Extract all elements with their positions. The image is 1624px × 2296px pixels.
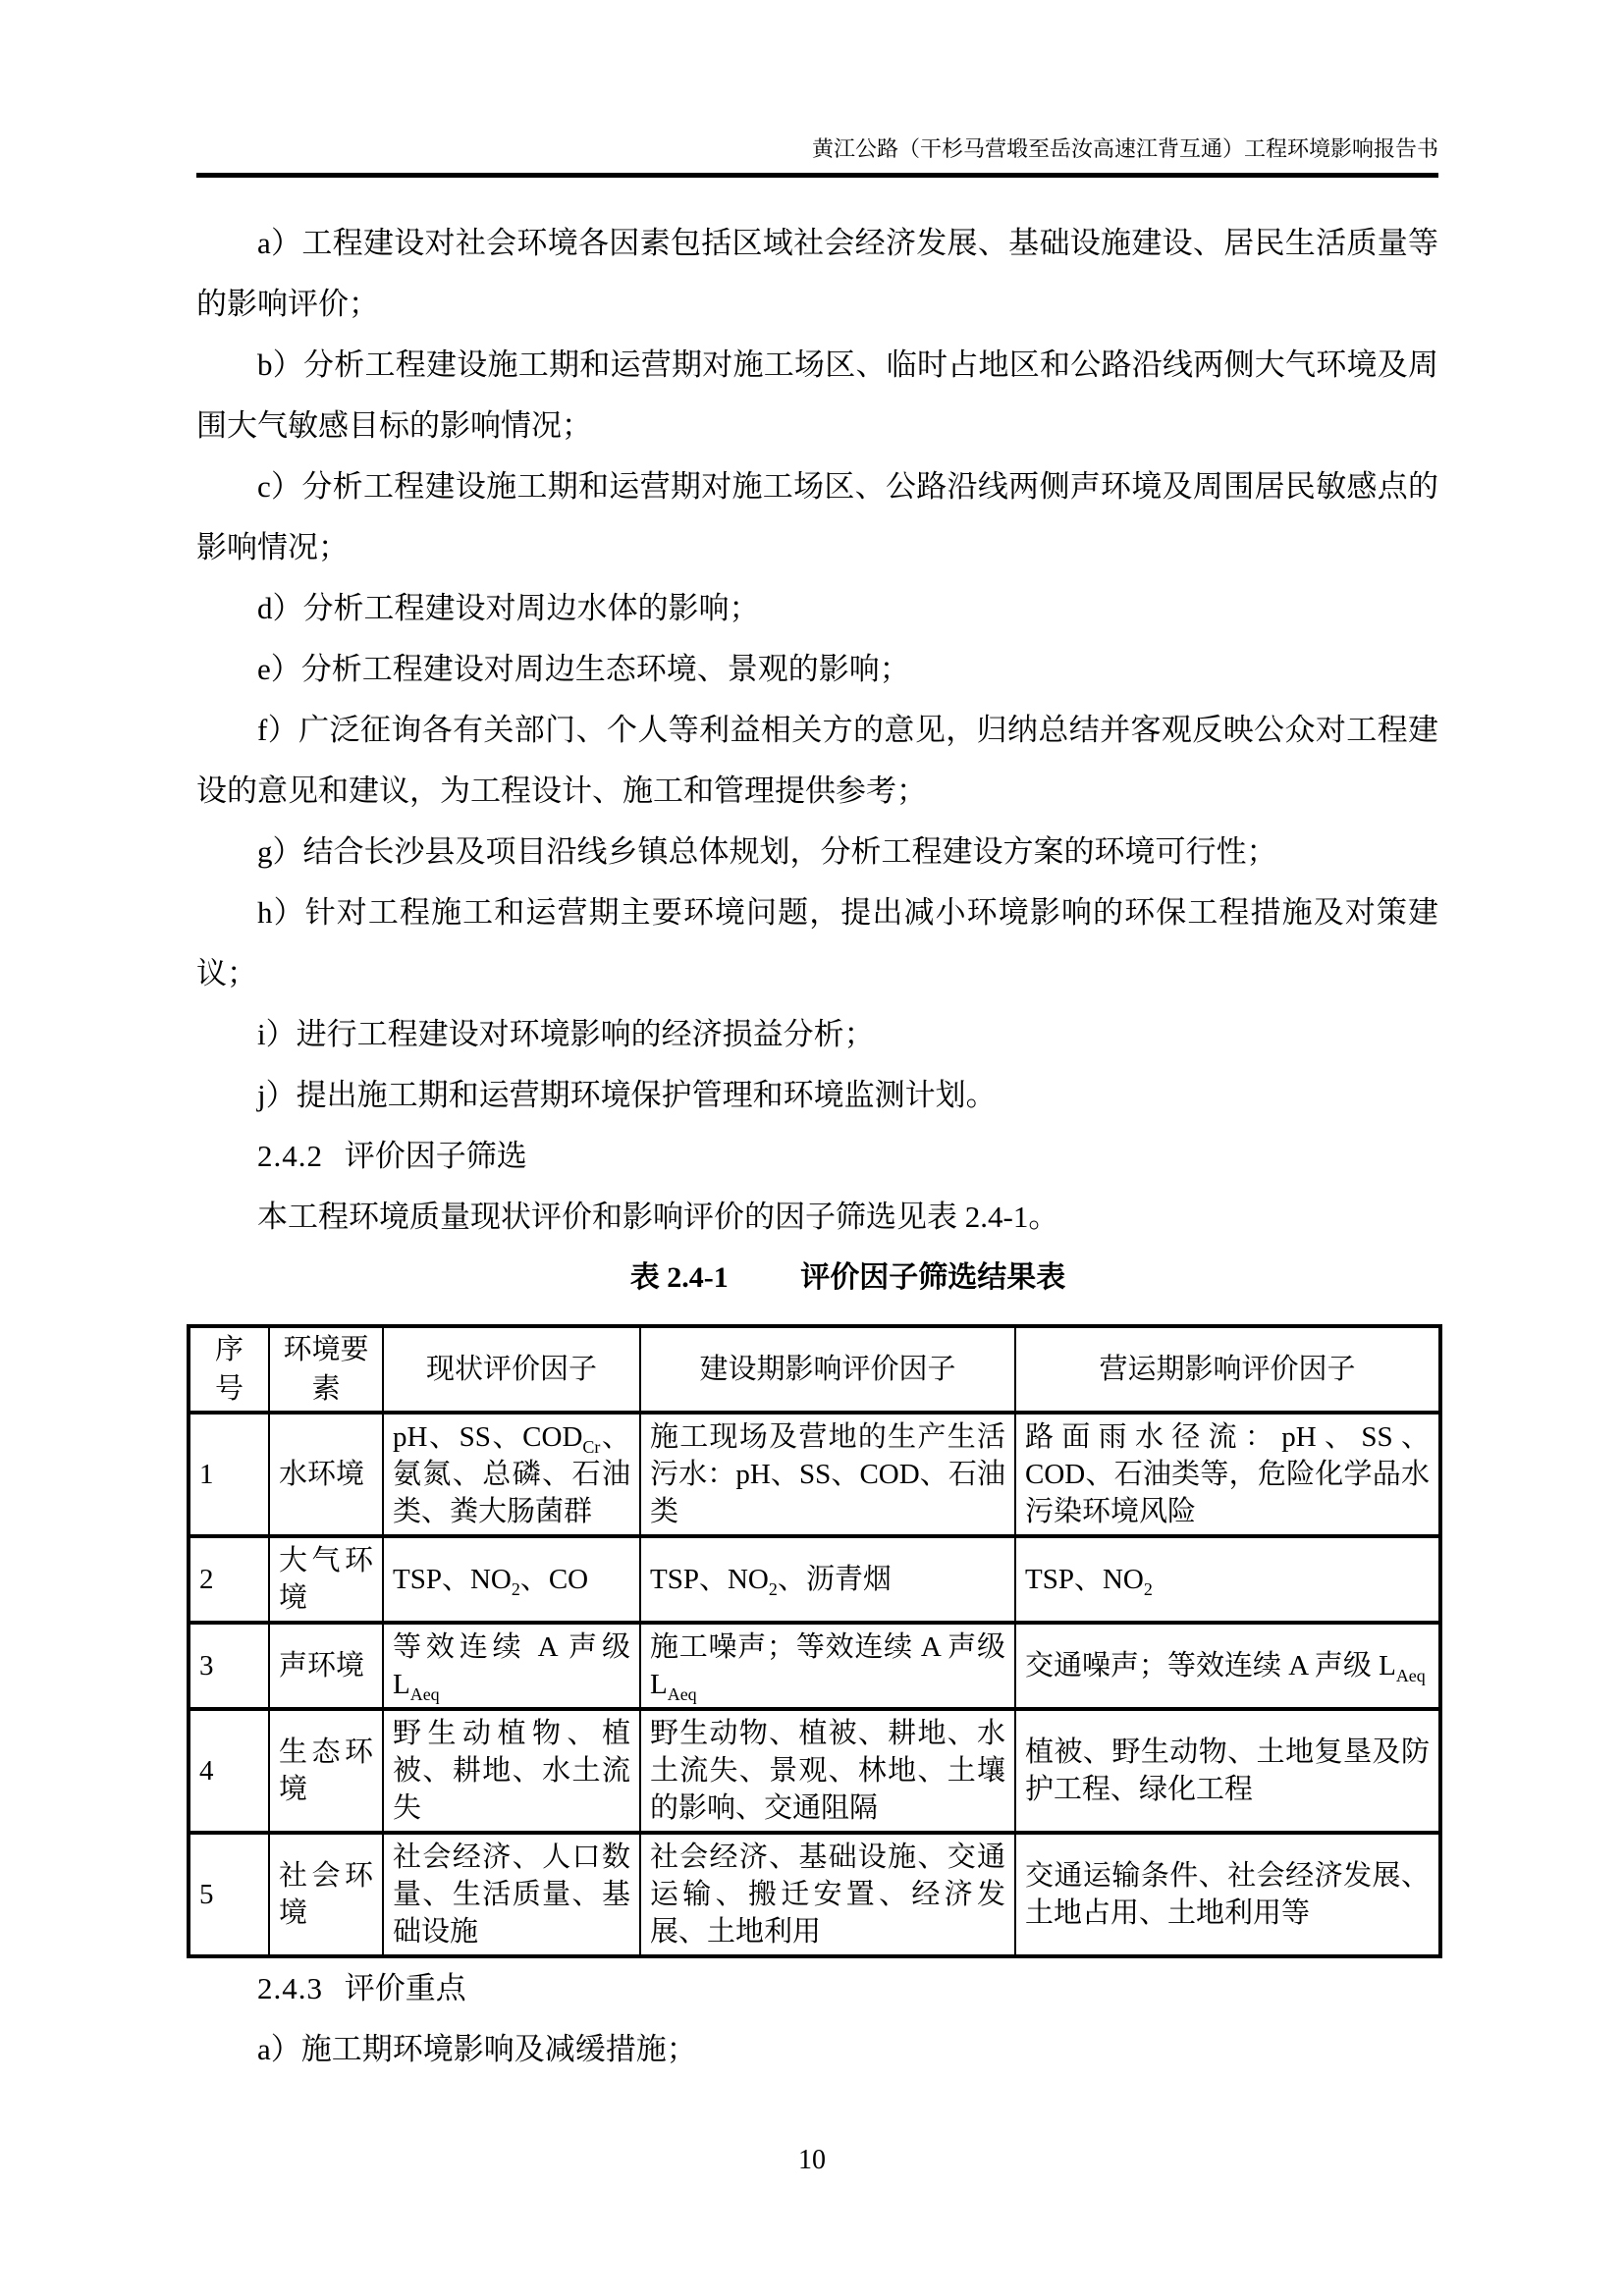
cell-index: 4 (189, 1709, 269, 1833)
cell-current-factors: 等效连续 A 声级 $L_{Aeq}$ (383, 1623, 640, 1709)
paragraph-f: f）广泛征询各有关部门、个人等利益相关方的意见，归纳总结并客观反映公众对工程建设的意见和建议，为工程设计、施工和管理提供参考； (196, 713, 1438, 808)
cell-element: 声环境 (269, 1623, 383, 1709)
cell-element: 大气环境 (269, 1536, 383, 1623)
cell-index: 1 (189, 1413, 269, 1536)
section-heading-243 (196, 1958, 1438, 2019)
page-number: 10 (798, 2145, 826, 2175)
section-number: 2.4.2 (257, 1139, 323, 1173)
paragraph-a: a）工程建设对社会环境各因素包括区域社会经济发展、基础设施建设、居民生活质量等的影响评价； (196, 226, 1438, 321)
paragraph-e: e）分析工程建设对周边生态环境、景观的影响； (257, 652, 910, 686)
intro-paragraph: 本工程环境质量现状评价和影响评价的因子筛选见表 2.4-1。 (257, 1200, 1059, 1234)
cell-element: 社会环境 (269, 1833, 383, 1956)
table-row (189, 1536, 1440, 1623)
table-row (189, 1623, 1440, 1709)
col-header-current-factors: 现状评价因子 (383, 1326, 640, 1413)
cell-index: 2 (189, 1536, 269, 1623)
cell-construction-factors: 社会经济、基础设施、交通运输、搬迁安置、经济发展、土地利用 (640, 1833, 1015, 1956)
cell-index: 5 (189, 1833, 269, 1956)
section-heading-242 (196, 1126, 1438, 1187)
table-caption (196, 1248, 1438, 1308)
paragraph-d: d）分析工程建设对周边水体的影响； (257, 591, 760, 625)
paragraph-b: b）分析工程建设施工期和运营期对施工场区、临时占地区和公路沿线两侧大气环境及周围大气敏感目标的影响情况； (196, 347, 1438, 443)
section-title: 评价重点 (344, 1971, 466, 2005)
col-header-index: 序号 (189, 1326, 269, 1413)
section-title: 评价因子筛选 (344, 1139, 527, 1173)
col-header-element: 环境要素 (269, 1326, 383, 1413)
paragraph-h: h）针对工程施工和运营期主要环境问题，提出减小环境影响的环保工程措施及对策建议； (196, 895, 1438, 990)
cell-operation-factors: 植被、野生动物、土地复垦及防护工程、绿化工程 (1015, 1709, 1440, 1833)
document-body (196, 213, 1438, 2080)
cell-current-factors: pH、SS、$COD_{Cr}$、氨氮、总磷、石油类、粪大肠菌群 (383, 1413, 640, 1536)
cell-construction-factors: 施工现场及营地的生产生活污水：pH、SS、COD、石油类 (640, 1413, 1015, 1536)
table-caption-label: 表 2.4-1 (629, 1261, 729, 1294)
cell-current-factors: TSP、$NO_2$、CO (383, 1536, 640, 1623)
table-body (189, 1413, 1440, 1956)
paragraph-g: g）结合长沙县及项目沿线乡镇总体规划，分析工程建设方案的环境可行性； (257, 834, 1277, 869)
paragraph-j: j）提出施工期和运营期环境保护管理和环境监测计划。 (257, 1078, 997, 1112)
cell-construction-factors: 野生动物、植被、耕地、水土流失、景观、林地、土壤的影响、交通阻隔 (640, 1709, 1015, 1833)
cell-current-factors: 社会经济、人口数量、生活质量、基础设施 (383, 1833, 640, 1956)
cell-operation-factors: 交通运输条件、社会经济发展、土地占用、土地利用等 (1015, 1833, 1440, 1956)
cell-construction-factors: TSP、$NO_2$、沥青烟 (640, 1536, 1015, 1623)
paragraph-c: c）分析工程建设施工期和运营期对施工场区、公路沿线两侧声环境及周围居民敏感点的影响情况； (196, 469, 1438, 564)
table-row (189, 1413, 1440, 1536)
cell-current-factors: 野生动植物、植被、耕地、水土流失 (383, 1709, 640, 1833)
cell-construction-factors: 施工噪声；等效连续 A 声级 $L_{Aeq}$ (640, 1623, 1015, 1709)
col-header-construction-factors: 建设期影响评价因子 (640, 1326, 1015, 1413)
table-row (189, 1833, 1440, 1956)
cell-operation-factors: 路面雨水径流：pH、SS、COD、石油类等，危险化学品水污染环境风险 (1015, 1413, 1440, 1536)
table-header-row (189, 1326, 1440, 1413)
table-caption-title: 评价因子筛选结果表 (800, 1261, 1066, 1294)
paragraph-243-a: a）施工期环境影响及减缓措施； (257, 2032, 697, 2066)
cell-operation-factors: 交通噪声；等效连续 A 声级 $L_{Aeq}$ (1015, 1623, 1440, 1709)
running-header-title: 黄江公路（干杉马营塅至岳汝高速江背互通）工程环境影响报告书 (811, 136, 1438, 161)
table-row (189, 1709, 1440, 1833)
cell-element: 生态环境 (269, 1709, 383, 1833)
col-header-operation-factors: 营运期影响评价因子 (1015, 1326, 1440, 1413)
cell-index: 3 (189, 1623, 269, 1709)
cell-element: 水环境 (269, 1413, 383, 1536)
running-header (196, 135, 1438, 178)
section-number: 2.4.3 (257, 1971, 323, 2005)
paragraph-i: i）进行工程建设对环境影响的经济损益分析； (257, 1017, 875, 1051)
cell-operation-factors: TSP、$NO_2$ (1015, 1536, 1440, 1623)
factor-screening-table (187, 1324, 1442, 1958)
